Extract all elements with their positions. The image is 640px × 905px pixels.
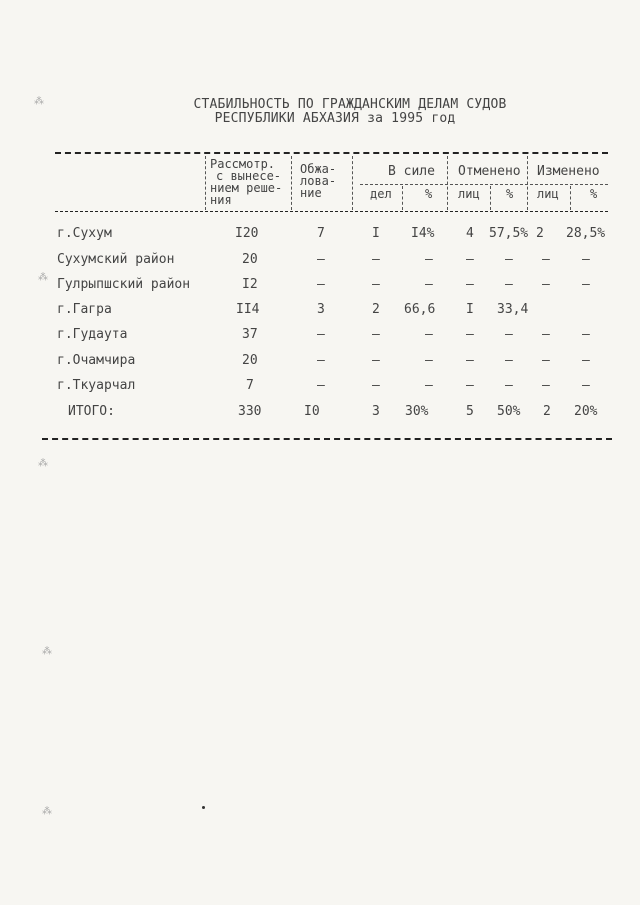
header-considered-line: Рассмотр. xyxy=(210,157,276,171)
header-appealed-line: ние xyxy=(300,186,322,200)
cancelled-count: – xyxy=(466,327,474,342)
header-sub-percent: % xyxy=(590,187,598,201)
cancelled-percent: – xyxy=(505,353,513,368)
considered-value: I2 xyxy=(242,277,258,292)
header-sub-rule xyxy=(360,184,608,185)
in-force-count: 3 xyxy=(372,404,380,419)
in-force-percent: I4% xyxy=(411,226,435,241)
changed-percent: – xyxy=(582,277,590,292)
in-force-percent: – xyxy=(425,327,433,342)
changed-count: – xyxy=(542,252,550,267)
header-appealed-line: Обжа- xyxy=(300,162,337,176)
changed-percent: 28,5% xyxy=(566,226,606,241)
cancelled-percent: 57,5% xyxy=(489,226,529,241)
region-name: г.Сухум xyxy=(57,226,112,241)
header-separator xyxy=(352,156,353,210)
appealed-value: – xyxy=(317,277,325,292)
cancelled-count: – xyxy=(466,378,474,393)
header-sub-separator xyxy=(402,186,403,210)
in-force-count: – xyxy=(372,277,380,292)
in-force-count: – xyxy=(372,353,380,368)
region-name: г.Ткуарчал xyxy=(57,378,136,393)
considered-value: 20 xyxy=(242,353,258,368)
table-top-rule xyxy=(55,152,608,154)
region-name: г.Гагра xyxy=(57,302,112,317)
header-considered-line: с вынесе- xyxy=(216,169,282,183)
title-line-1: СТАБИЛЬНОСТЬ ПО ГРАЖДАНСКИМ ДЕЛАМ СУДОВ xyxy=(193,97,507,112)
in-force-percent: 30% xyxy=(405,404,429,419)
in-force-count: 2 xyxy=(372,302,380,317)
changed-percent: 20% xyxy=(574,404,598,419)
header-separator xyxy=(291,156,292,210)
cancelled-percent: – xyxy=(505,378,513,393)
scan-mark: ⁂ xyxy=(38,458,48,469)
changed-count: – xyxy=(542,353,550,368)
considered-value: 20 xyxy=(242,252,258,267)
cancelled-percent: – xyxy=(505,252,513,267)
header-sub-separator xyxy=(490,186,491,210)
header-sub-persons: лиц xyxy=(458,187,480,201)
appealed-value: I0 xyxy=(304,404,320,419)
header-sub-percent: % xyxy=(425,187,433,201)
changed-count: – xyxy=(542,277,550,292)
header-cancelled: Отменено xyxy=(458,164,521,179)
cancelled-count: 5 xyxy=(466,404,474,419)
header-separator xyxy=(527,156,528,210)
cancelled-count: 4 xyxy=(466,226,474,241)
in-force-percent: – xyxy=(425,252,433,267)
header-sub-percent: % xyxy=(506,187,514,201)
ink-dot xyxy=(202,806,205,809)
considered-value: 330 xyxy=(238,404,262,419)
appealed-value: – xyxy=(317,378,325,393)
changed-percent: – xyxy=(582,353,590,368)
in-force-count: I xyxy=(372,226,380,241)
header-separator xyxy=(447,156,448,210)
cancelled-count: I xyxy=(466,302,474,317)
in-force-percent: – xyxy=(425,378,433,393)
cancelled-percent: 50% xyxy=(497,404,521,419)
appealed-value: – xyxy=(317,353,325,368)
header-considered-line: нием реше- xyxy=(210,181,283,195)
header-appealed-line: лова- xyxy=(300,174,337,188)
region-name: Гулрыпшский район xyxy=(57,277,191,292)
total-label: ИТОГО: xyxy=(68,404,115,419)
header-changed: Изменено xyxy=(537,164,600,179)
header-appealed xyxy=(300,163,350,199)
header-separator xyxy=(205,156,206,210)
header-considered xyxy=(210,158,290,206)
appealed-value: – xyxy=(317,252,325,267)
considered-value: I20 xyxy=(235,226,259,241)
in-force-percent: 66,6 xyxy=(404,302,436,317)
cancelled-percent: – xyxy=(505,327,513,342)
scan-mark: ⁂ xyxy=(42,646,52,657)
title-line-2: РЕСПУБЛИКИ АБХАЗИЯ за 1995 год xyxy=(214,111,456,126)
region-name: Сухумский район xyxy=(57,252,175,267)
table-bottom-rule xyxy=(42,438,612,440)
header-in-force: В силе xyxy=(388,164,435,179)
table-header-rule xyxy=(55,211,608,212)
cancelled-count: – xyxy=(466,277,474,292)
in-force-count: – xyxy=(372,378,380,393)
scan-mark: ⁂ xyxy=(38,272,48,283)
considered-value: 7 xyxy=(246,378,254,393)
scan-mark: ⁂ xyxy=(34,96,44,107)
in-force-percent: – xyxy=(425,277,433,292)
in-force-count: – xyxy=(372,252,380,267)
cancelled-percent: – xyxy=(505,277,513,292)
changed-count: 2 xyxy=(543,404,551,419)
considered-value: 37 xyxy=(242,327,258,342)
region-name: г.Гудаута xyxy=(57,327,128,342)
changed-count: – xyxy=(542,378,550,393)
header-considered-line: ния xyxy=(210,193,232,207)
cancelled-count: – xyxy=(466,252,474,267)
scan-mark: ⁂ xyxy=(42,806,52,817)
changed-count: – xyxy=(542,327,550,342)
cancelled-percent: 33,4 xyxy=(497,302,529,317)
header-sub-cases: дел xyxy=(370,187,392,201)
appealed-value: 3 xyxy=(317,302,325,317)
in-force-percent: – xyxy=(425,353,433,368)
changed-percent: – xyxy=(582,378,590,393)
region-name: г.Очамчира xyxy=(57,353,136,368)
changed-count: 2 xyxy=(536,226,544,241)
changed-percent: – xyxy=(582,327,590,342)
appealed-value: 7 xyxy=(317,226,325,241)
considered-value: II4 xyxy=(236,302,260,317)
header-sub-persons: лиц xyxy=(537,187,559,201)
appealed-value: – xyxy=(317,327,325,342)
in-force-count: – xyxy=(372,327,380,342)
cancelled-count: – xyxy=(466,353,474,368)
document-title xyxy=(170,98,530,126)
header-sub-separator xyxy=(570,186,571,210)
changed-percent: – xyxy=(582,252,590,267)
